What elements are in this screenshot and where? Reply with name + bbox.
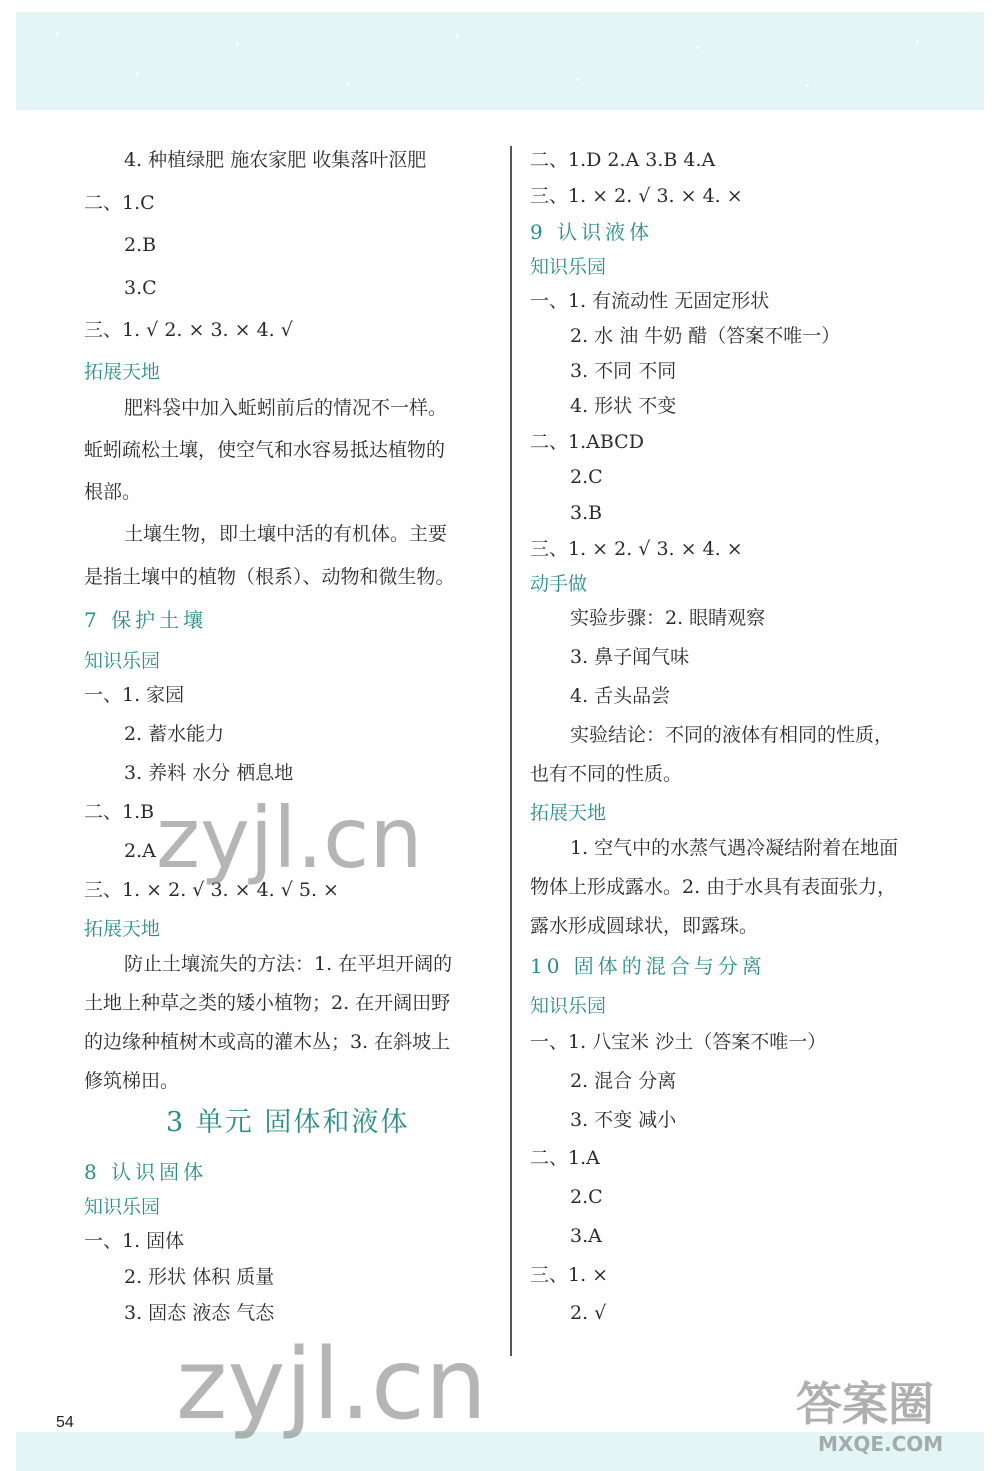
watermark-text: zyjl.cn xyxy=(156,789,423,887)
answer-line: 三、1. √ 2. × 3. × 4. √ xyxy=(84,319,293,341)
lesson-title: 8 认识固体 xyxy=(84,1160,208,1184)
section-heading: 拓展天地 xyxy=(84,918,161,940)
answer-line: 三、1. × 2. √ 3. × 4. × xyxy=(530,185,743,207)
answer-line: 二、1.B xyxy=(84,801,155,823)
answer-line: 3.A xyxy=(570,1225,602,1247)
answer-line: 2. 水 油 牛奶 醋（答案不唯一） xyxy=(570,325,841,347)
answer-line: 2.B xyxy=(124,234,157,256)
lesson-title: 10 固体的混合与分离 xyxy=(530,954,766,978)
answer-line: 一、1. 固体 xyxy=(84,1230,185,1252)
section-heading: 知识乐园 xyxy=(530,256,607,278)
paragraph-line: 修筑梯田。 xyxy=(84,1070,180,1092)
watermark-text: zyjl.cn xyxy=(176,1328,488,1442)
section-heading: 拓展天地 xyxy=(530,802,607,824)
answer-line: 2. 蓄水能力 xyxy=(124,723,225,745)
answer-line: 一、1. 家园 xyxy=(84,684,185,706)
header-band xyxy=(16,12,984,110)
answer-line: 3. 养料 水分 栖息地 xyxy=(124,762,294,784)
answer-line: 二、1.ABCD xyxy=(530,431,644,453)
section-heading: 动手做 xyxy=(530,573,588,595)
paragraph-line: 土壤生物，即土壤中活的有机体。主要 xyxy=(124,523,448,545)
answer-line: 二、1.A xyxy=(530,1147,600,1169)
section-heading: 知识乐园 xyxy=(84,650,161,672)
paragraph-line: 实验步骤：2. 眼睛观察 xyxy=(570,607,766,629)
lesson-title: 9 认识液体 xyxy=(530,220,654,244)
answer-line: 4. 种植绿肥 施农家肥 收集落叶沤肥 xyxy=(124,149,427,171)
unit-title: 3 单元 固体和液体 xyxy=(166,1107,410,1138)
paragraph-line: 是指土壤中的植物（根系）、动物和微生物。 xyxy=(84,566,455,588)
watermark-logo: 答案圈 xyxy=(796,1377,934,1431)
lesson-title: 7 保护土壤 xyxy=(84,608,208,632)
answer-line: 3.C xyxy=(124,277,157,299)
paragraph-line: 的边缘种植树木或高的灌木丛；3. 在斜坡上 xyxy=(84,1031,451,1053)
answer-line: 三、1. × xyxy=(530,1264,609,1286)
paragraph-line: 蚯蚓疏松土壤，使空气和水容易抵达植物的 xyxy=(84,439,446,461)
answer-line: 2.A xyxy=(124,840,156,862)
paragraph-line: 肥料袋中加入蚯蚓前后的情况不一样。 xyxy=(124,397,448,419)
section-heading: 知识乐园 xyxy=(84,1196,161,1218)
paragraph-line: 露水形成圆球状，即露珠。 xyxy=(530,915,759,937)
paragraph-line: 也有不同的性质。 xyxy=(530,763,683,785)
answer-line: 三、1. × 2. √ 3. × 4. √ 5. × xyxy=(84,879,339,901)
answer-line: 二、1.C xyxy=(84,192,155,214)
answer-line: 2.C xyxy=(570,466,603,488)
answer-line: 3. 固态 液态 气态 xyxy=(124,1302,275,1324)
watermark-site: MXQE.COM xyxy=(818,1432,944,1456)
paragraph-line: 1. 空气中的水蒸气遇冷凝结附着在地面 xyxy=(570,837,899,859)
page-number: 54 xyxy=(56,1414,74,1431)
column-divider xyxy=(510,146,512,1356)
answer-line: 3.B xyxy=(570,502,603,524)
paragraph-line: 防止土壤流失的方法：1. 在平坦开阔的 xyxy=(124,953,453,975)
answer-line: 2. 形状 体积 质量 xyxy=(124,1266,275,1288)
paragraph-line: 3. 鼻子闻气味 xyxy=(570,646,690,668)
section-heading: 知识乐园 xyxy=(530,995,607,1017)
paragraph-line: 物体上形成露水。2. 由于水具有表面张力， xyxy=(530,876,897,898)
answer-line: 三、1. × 2. √ 3. × 4. × xyxy=(530,538,743,560)
answer-line: 3. 不同 不同 xyxy=(570,360,677,382)
answer-line: 2. 混合 分离 xyxy=(570,1070,677,1092)
answer-line: 二、1.D 2.A 3.B 4.A xyxy=(530,149,716,171)
answer-line: 2.C xyxy=(570,1186,603,1208)
paragraph-line: 4. 舌头品尝 xyxy=(570,685,671,707)
answer-line: 3. 不变 减小 xyxy=(570,1109,677,1131)
paragraph-line: 实验结论：不同的液体有相同的性质， xyxy=(570,724,894,746)
answer-line: 4. 形状 不变 xyxy=(570,395,677,417)
answer-line: 2. √ xyxy=(570,1302,607,1324)
paragraph-line: 土地上种草之类的矮小植物；2. 在开阔田野 xyxy=(84,992,451,1014)
answer-line: 一、1. 有流动性 无固定形状 xyxy=(530,290,770,312)
answer-line: 一、1. 八宝米 沙土（答案不唯一） xyxy=(530,1031,827,1053)
section-heading: 拓展天地 xyxy=(84,361,161,383)
paragraph-line: 根部。 xyxy=(84,481,142,503)
